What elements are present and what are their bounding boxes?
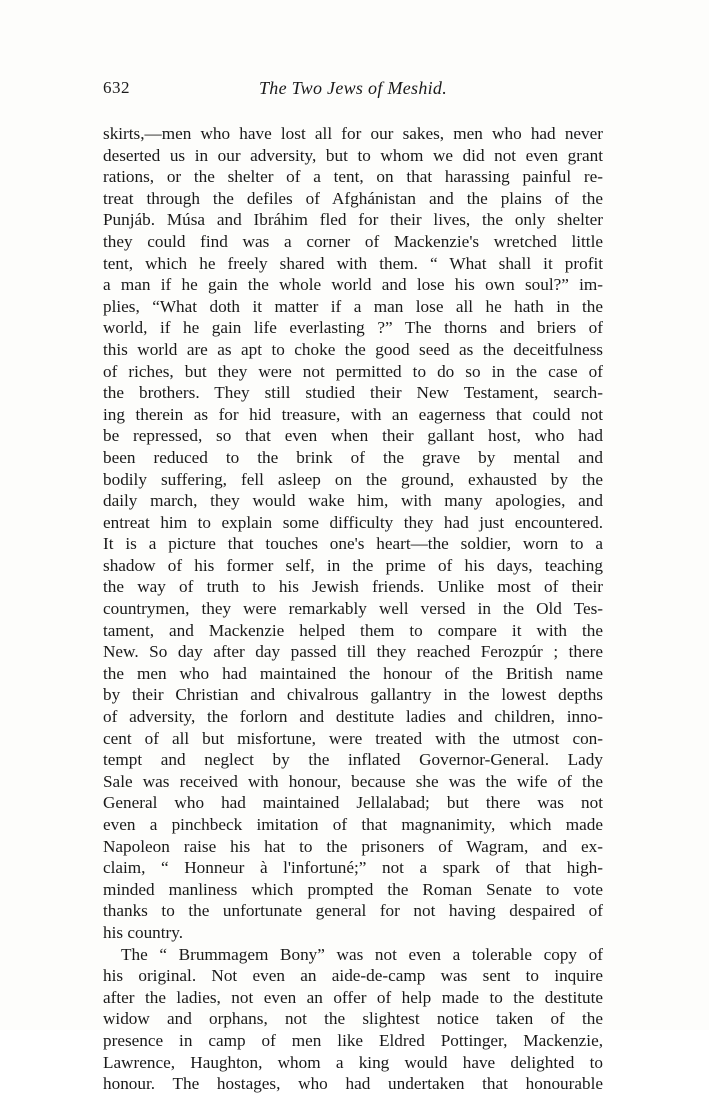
text-line: be repressed, so that even when their gallant host, who had <box>103 426 603 446</box>
page-number: 632 <box>103 78 130 97</box>
text-line: bodily suffering, fell asleep on the ground, exhausted by the <box>103 469 603 489</box>
running-head <box>103 78 603 102</box>
text-line: the brothers. They still studied their New Testament, search- <box>103 383 603 403</box>
text-line: Sale was received with honour, because she was the wife of the <box>103 771 603 791</box>
text-line: daily march, they would wake him, with many apologies, and <box>103 491 603 511</box>
text-line: Napoleon raise his hat to the prisoners of Wagram, and ex- <box>103 836 603 856</box>
text-line: minded manliness which prompted the Roman Senate to vote <box>103 879 603 899</box>
text-line: the way of truth to his Jewish friends. Unlike most of their <box>103 577 603 597</box>
text-line: skirts,—men who have lost all for our sakes, men who had never <box>103 124 603 143</box>
text-line: claim, “ Honneur à l'infortuné;” not a spark of that high- <box>103 858 603 878</box>
text-line: New. So day after day passed till they reached Ferozpúr ; there <box>103 642 603 662</box>
text-line: tempt and neglect by the inflated Governor-General. Lady <box>103 750 603 770</box>
text-line: entreat him to explain some difficulty they had just encountered. <box>103 512 603 532</box>
text-line: It is a picture that touches one's heart—the soldier, worn to a <box>103 534 603 554</box>
text-line: Lawrence, Haughton, whom a king would have delighted to <box>103 1052 603 1072</box>
text-line: ing therein as for hid treasure, with an eagerness that could not <box>103 404 603 424</box>
running-title: The Two Jews of Meshid. <box>258 78 448 98</box>
text-line: Punjáb. Músa and Ibráhim fled for their lives, the only shelter <box>103 210 603 230</box>
text-line: cent of all but misfortune, were treated with the utmost con- <box>103 728 603 748</box>
text-line: of riches, but they were not permitted to do so in the case of <box>103 361 603 381</box>
text-line: of adversity, the forlorn and destitute ladies and children, inno- <box>103 707 603 727</box>
text-line: rations, or the shelter of a tent, on that harassing painful re- <box>103 167 603 187</box>
text-line: his country. <box>103 922 184 942</box>
text-line: treat through the defiles of Afghánistan and the plains of the <box>103 188 603 208</box>
body-text <box>103 123 603 1095</box>
text-line: they could find was a corner of Mackenzie's wretched little <box>103 231 603 251</box>
text-line: after the ladies, not even an offer of help made to the destitute <box>103 987 603 1007</box>
text-line: honour. The hostages, who had undertaken that honourable <box>103 1074 603 1094</box>
text-line: a man if he gain the whole world and lose his own soul?” im- <box>103 275 603 295</box>
text-line: deserted us in our adversity, but to whom we did not even grant <box>103 145 603 165</box>
text-line: widow and orphans, not the slightest notice taken of the <box>103 1009 603 1029</box>
text-line: thanks to the unfortunate general for not having despaired of <box>103 901 603 921</box>
text-line: been reduced to the brink of the grave by mental and <box>103 447 603 467</box>
text-line: countrymen, they were remarkably well versed in the Old Tes- <box>103 599 603 619</box>
text-line: world, if he gain life everlasting ?” The thorns and briers of <box>103 318 603 338</box>
text-line: by their Christian and chivalrous gallantry in the lowest depths <box>103 685 603 705</box>
text-line: shadow of his former self, in the prime of his days, teaching <box>103 555 603 575</box>
text-line: plies, “What doth it matter if a man lose all he hath in the <box>103 296 603 316</box>
text-line: this world are as apt to choke the good seed as the deceitfulness <box>103 339 603 359</box>
text-line: even a pinchbeck imitation of that magnanimity, which made <box>103 815 603 834</box>
text-line: tent, which he freely shared with them. “ What shall it profit <box>103 253 603 273</box>
text-line: General who had maintained Jellalabad; but there was not <box>103 793 603 813</box>
text-line: his original. Not even an aide-de-camp was sent to inquire <box>103 966 603 986</box>
text-line: the men who had maintained the honour of the British name <box>103 663 603 683</box>
text-line: presence in camp of men like Eldred Pottinger, Mackenzie, <box>103 1030 603 1050</box>
text-line: The “ Brummagem Bony” was not even a tolerable copy of <box>121 944 603 964</box>
text-line: tament, and Mackenzie helped them to compare it with the <box>103 620 603 640</box>
